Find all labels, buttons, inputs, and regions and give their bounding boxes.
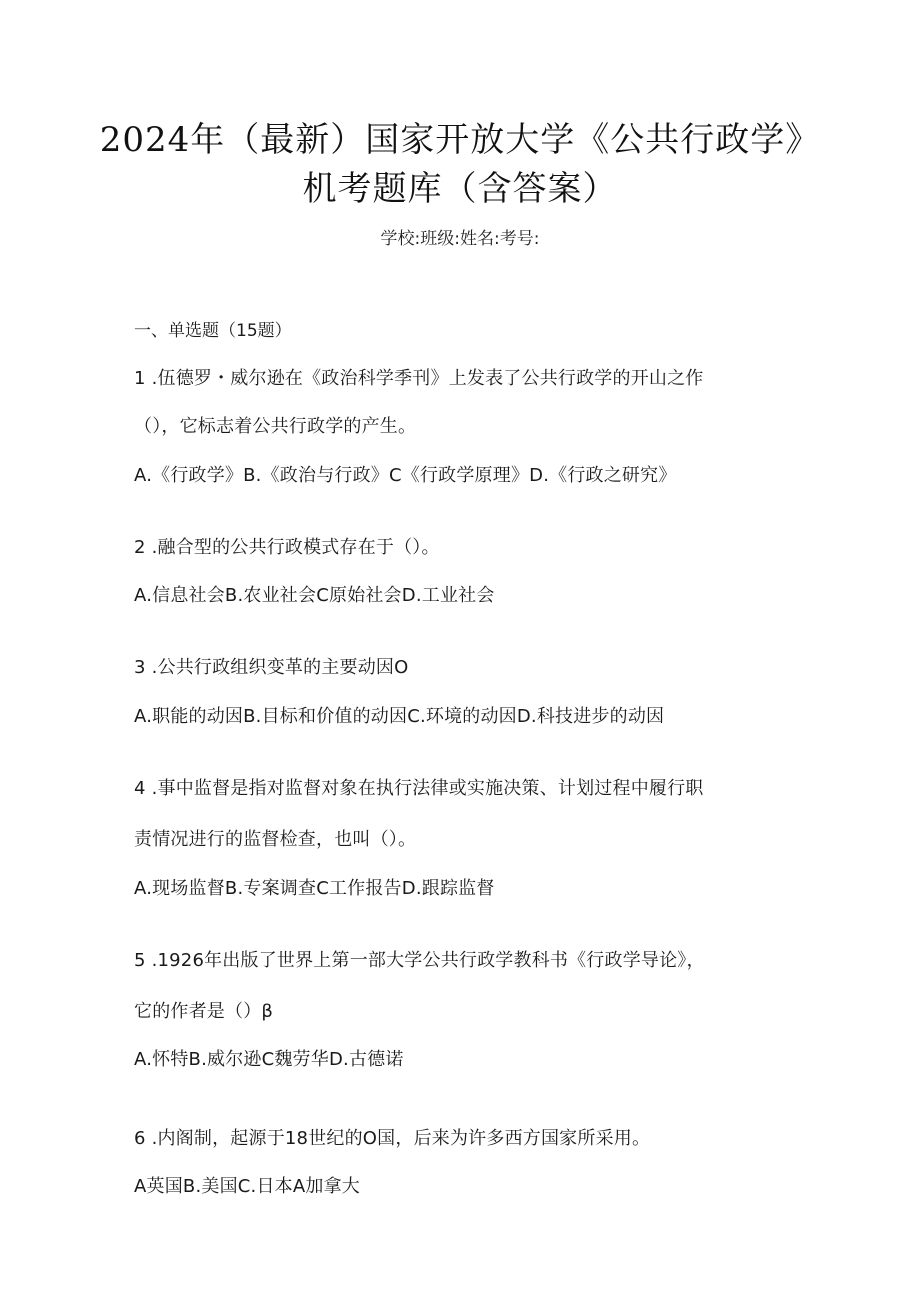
question-4-text-line-2: 责情况进行的监督检查，也叫（）。 xyxy=(134,829,417,850)
section-heading: 一、单选题（15题） xyxy=(134,321,292,341)
question-3-options: A.职能的动因B.目标和价值的动因C.环境的动因D.科技进步的动因 xyxy=(134,706,665,727)
question-4-text-line-1: 4 .事中监督是指对监督对象在执行法律或实施决策、计划过程中履行职 xyxy=(134,778,704,799)
question-1-text-line-2: （），它标志着公共行政学的产生。 xyxy=(134,416,417,437)
question-6-options: A英国B.美国C.日本A加拿大 xyxy=(134,1176,360,1197)
question-2-text: 2 .融合型的公共行政模式存在于（）。 xyxy=(134,537,440,558)
question-1-options: A.《行政学》B.《政治与行政》C《行政学原理》D.《行政之研究》 xyxy=(134,465,677,486)
student-info-line: 学校:班级:姓名:考号: xyxy=(380,229,540,249)
question-5-text-line-2: 它的作者是（）β xyxy=(134,1001,274,1022)
question-5-text-line-1: 5 .1926年出版了世界上第一部大学公共行政学教科书《行政学导论》， xyxy=(134,950,705,971)
question-1-text-line-1: 1 .伍德罗・威尔逊在《政治科学季刊》上发表了公共行政学的开山之作 xyxy=(134,368,704,389)
document-title-line-1: 2024年（最新）国家开放大学《公共行政学》 xyxy=(99,120,821,160)
question-5-options: A.怀特B.威尔逊C魏劳华D.古德诺 xyxy=(134,1049,404,1070)
question-6-text: 6 .内阁制，起源于18世纪的O国，后来为许多西方国家所采用。 xyxy=(134,1128,651,1149)
question-3-text: 3 .公共行政组织变革的主要动因O xyxy=(134,657,409,678)
question-2-options: A.信息社会B.农业社会C原始社会D.工业社会 xyxy=(134,585,495,606)
document-title-line-2: 机考题库（含答案） xyxy=(302,169,618,209)
question-4-options: A.现场监督B.专案调查C工作报告D.跟踪监督 xyxy=(134,878,495,899)
